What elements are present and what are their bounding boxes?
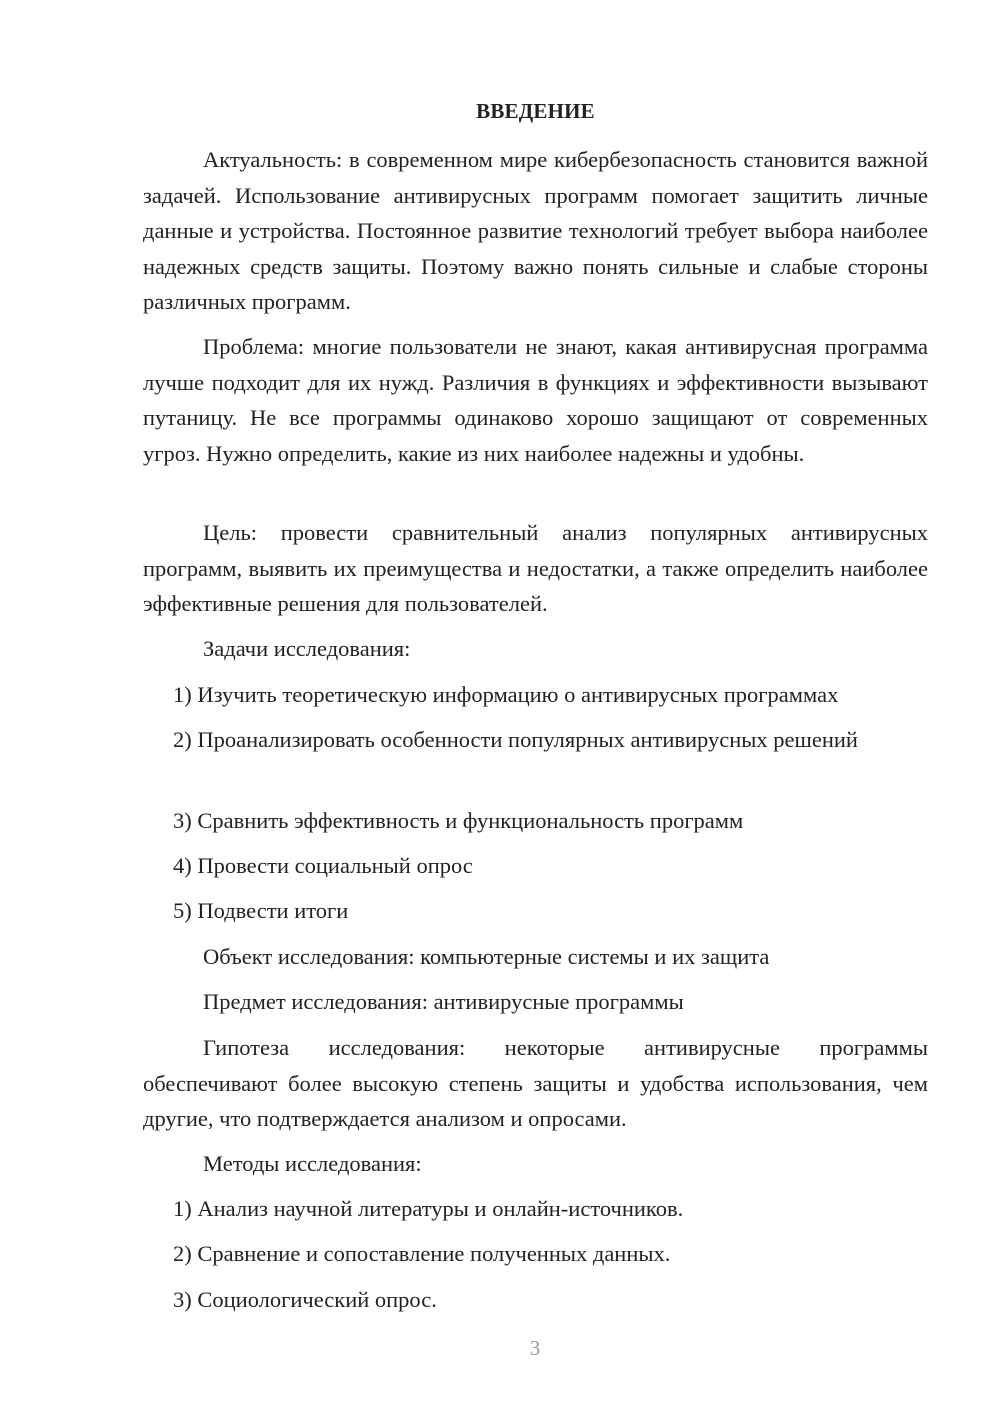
task-item-2: 2) Проанализировать особенности популярных антивирусных решений: [173, 727, 858, 752]
task-item-5: 5) Подвести итоги: [173, 898, 349, 923]
research-hypothesis: Гипотеза исследования: некоторые антивирусные программы обеспечивают более высокую степень защиты и удобства использования, чем другие, что подтверждается анализом и опросами.: [143, 1035, 928, 1131]
method-item-3: 3) Социологический опрос.: [173, 1287, 437, 1312]
section-title: ВВЕДЕНИЕ: [476, 99, 595, 123]
research-subject: Предмет исследования: антивирусные программы: [203, 989, 684, 1014]
paragraph-relevance: Актуальность: в современном мире кибербезопасность становится важной задачей. Использование антивирусных программ помогает защитить личные данные и устройства. Постоянное развитие технологий требует выбора наиболее надежных средств защиты. Поэтому важно понять сильные и слабые стороны различных программ.: [143, 147, 928, 314]
paragraph-goal: Цель: провести сравнительный анализ популярных антивирусных программ, выявить их преимущества и недостатки, а также определить наиболее эффективные решения для пользователей.: [143, 520, 928, 616]
methods-heading: Методы исследования:: [203, 1151, 422, 1176]
task-item-3: 3) Сравнить эффективность и функциональность программ: [173, 808, 744, 833]
method-item-1: 1) Анализ научной литературы и онлайн-источников.: [173, 1196, 684, 1221]
task-item-1: 1) Изучить теоретическую информацию о антивирусных программах: [173, 682, 839, 707]
paragraph-problem: Проблема: многие пользователи не знают, какая антивирусная программа лучше подходит для их нужд. Различия в функциях и эффективности вызывают путаницу. Не все программы одинаково хорошо защищают от современных угроз. Нужно определить, какие из них наиболее надежны и удобны.: [143, 334, 928, 466]
research-object: Объект исследования: компьютерные системы и их защита: [203, 944, 770, 969]
page-number: 3: [529, 1336, 541, 1360]
method-item-2: 2) Сравнение и сопоставление полученных данных.: [173, 1241, 671, 1266]
tasks-heading: Задачи исследования:: [203, 636, 411, 661]
task-item-4: 4) Провести социальный опрос: [173, 853, 473, 878]
